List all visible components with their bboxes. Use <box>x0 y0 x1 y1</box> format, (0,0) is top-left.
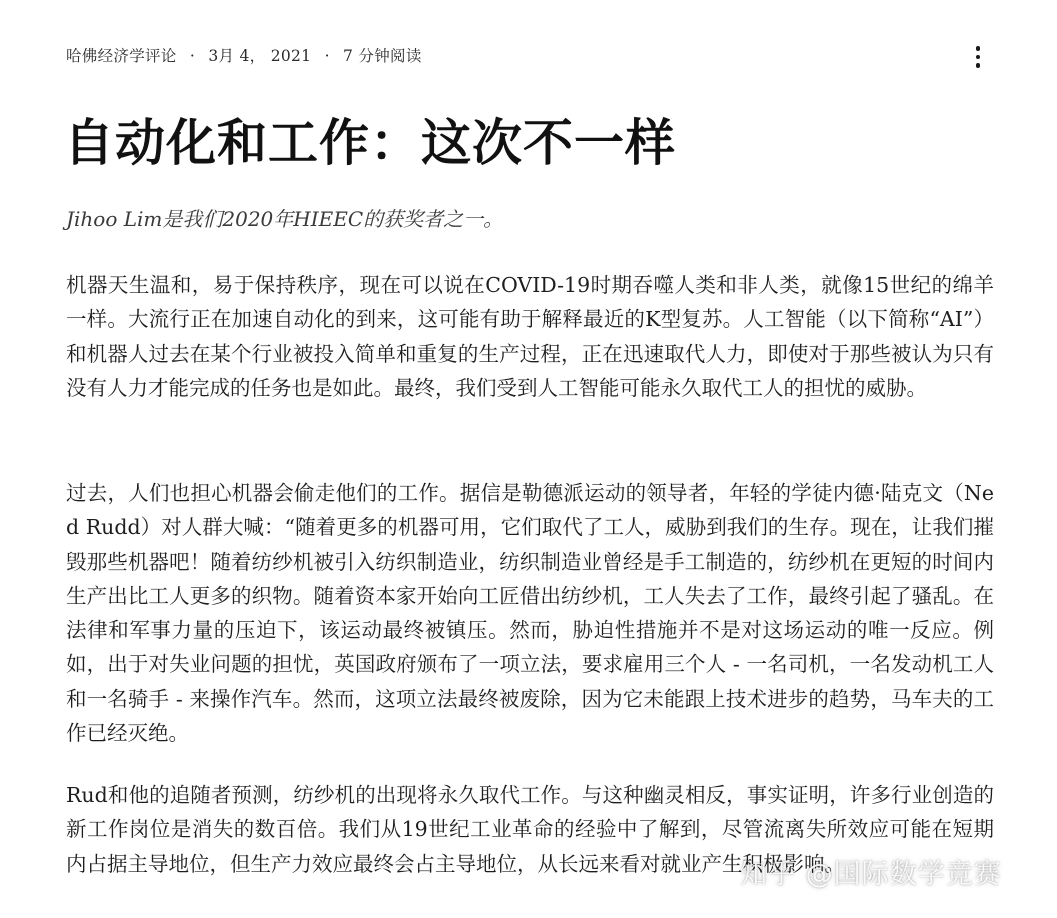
source-name[interactable]: 哈佛经济学评论 <box>66 47 177 65</box>
more-vertical-icon-dot <box>976 55 981 60</box>
meta-separator: · <box>324 47 330 65</box>
more-vertical-icon <box>976 46 981 51</box>
more-options-button[interactable] <box>964 44 992 70</box>
read-time: 7 分钟阅读 <box>343 47 422 65</box>
meta-separator: · <box>189 47 196 65</box>
article-subtitle: Jihoo Lim是我们2020年HIEEC的获奖者之一。 <box>66 207 504 231</box>
article-title: 自动化和工作：这次不一样 <box>64 114 676 172</box>
post-date: 3月 4， 2021 <box>208 47 312 65</box>
article-paragraph: Rud和他的追随者预测，纺纱机的出现将永久取代工作。与这种幽灵相反，事实证明，许多行业创造的新工作岗位是消失的数百倍。我们从19世纪工业革命的经验中了解到，尽管流离失所效应可能在短期内占据主导地位，但生产力效应最终会占主导地位，从长远来看对就业产生积极影响。 <box>66 783 994 876</box>
article-paragraph: 过去，人们也担心机器会偷走他们的工作。据信是勒德派运动的领导者，年轻的学徒内德·陆克文（Ned Rudd）对人群大喊：“随着更多的机器可用，它们取代了工人，威胁到我们的生存。现在，让我们摧毁那些机器吧！随着纺纱机被引入纺织制造业，纺织制造业曾经是手工制造的，纺纱机在更短的时间内生产出比工人更多的织物。随着资本家开始向工匠借出纺纱机，工人失去了工作，最终引起了骚乱。在法律和军事力量的压迫下，该运动最终被镇压。然而，胁迫性措施并不是对这场运动的唯一反应。例如，出于对失业问题的担忧，英国政府颁布了一项立法，要求雇用三个人 - 一名司机，一名发动机工人和一名骑手 - 来操作汽车。然而，这项立法最终被废除，因为它未能跟上技术进步的趋势，马车夫的工作已经灭绝。 <box>66 481 994 746</box>
article-paragraph: 机器天生温和，易于保持秩序，现在可以说在COVID-19时期吞噬人类和非人类，就像15世纪的绵羊一样。大流行正在加速自动化的到来，这可能有助于解释最近的K型复苏。人工智能（以下简称“AI”）和机器人过去在某个行业被投入简单和重复的生产过程，正在迅速取代人力，即使对于那些被认为只有没有人力才能完成的任务也是如此。最终，我们受到人工智能可能永久取代工人的担忧的威胁。 <box>66 273 994 400</box>
post-meta <box>66 44 422 66</box>
watermark: 知乎 @国际数学竞赛 <box>740 859 1002 890</box>
more-vertical-icon-dot <box>976 63 981 68</box>
